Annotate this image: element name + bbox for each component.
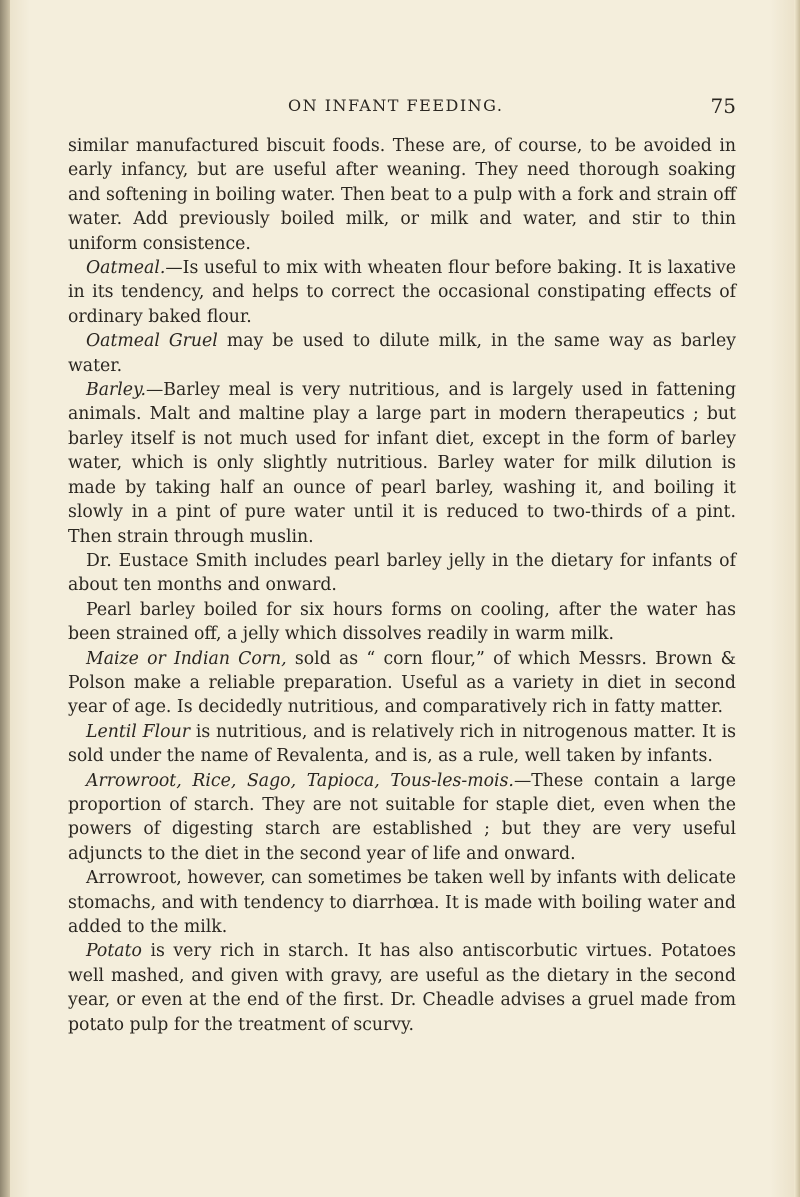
paragraph-oatmeal-gruel: [68, 329, 736, 378]
paragraph-term: Oatmeal Gruel: [86, 331, 218, 352]
paragraph-term: Potato: [86, 941, 142, 962]
paragraph-text: Arrowroot, however, can sometimes be taken well by infants with delicate stomachs, and with tendency to diarrhœa. It is made with boiling water and added to the milk.: [68, 868, 736, 937]
paragraph-text: —These contain a large proportion of starch. They are not suitable for staple diet, even when the powers of digesting starch are established ; but they are very useful adjuncts to the diet in the second year of life and onward.: [68, 770, 736, 864]
page-header: [68, 96, 736, 120]
paragraph-oatmeal: [68, 256, 736, 329]
paragraph-term: Oatmeal.: [86, 258, 166, 279]
paragraph-text: Pearl barley boiled for six hours forms on cooling, after the water has been strained off, a jelly which dissolves readily in warm milk.: [68, 599, 736, 645]
paragraph-term: Lentil Flour: [86, 721, 190, 742]
paragraph-text: —Is useful to mix with wheaten flour before baking. It is laxative in its tendency, and helps to correct the occasional constipating effects of ordinary baked flour.: [68, 258, 736, 327]
page-edge: [794, 0, 800, 1197]
paragraph-maize: [68, 647, 736, 720]
binding-edge: [0, 0, 10, 1197]
paragraph-text: is nutritious, and is relatively rich in nitrogenous matter. It is sold under the name of Revalenta, and is, as a rule, well taken by infants.: [68, 721, 737, 767]
paragraph-text: similar manufactured biscuit foods. These are, of course, to be avoided in early infancy, but are useful after weaning. They need thorough soaking and softening in boiling water. Then beat to a pulp with a fork and strain off water. Add previously boiled milk, or milk and water, and stir to thin uniform consistence.: [68, 136, 736, 254]
paragraph-barley: [68, 378, 736, 549]
paragraph-text: is very rich in starch. It has also antiscorbutic virtues. Potatoes well mashed, and given with gravy, are useful as the dietary in the second year, or even at the end of the first. Dr. Cheadle advises a gruel made from potato pulp for the treatment of scurvy.: [68, 941, 736, 1035]
paragraph-term: Barley.: [86, 380, 146, 401]
page-number: 75: [710, 94, 736, 118]
paragraph-lentil-flour: [68, 720, 736, 769]
paragraph-text: sold as “ corn flour,” of which Messrs. Brown & Polson make a reliable preparation. Useful as a variety in diet in second year of age. Is decidedly nutritious, and comparatively rich in fatty matter.: [68, 648, 737, 718]
paragraph-text: may be used to dilute milk, in the same way as barley water.: [68, 331, 736, 376]
paragraph-starches: [68, 769, 736, 867]
paragraph-biscuit-foods: [68, 134, 736, 256]
paragraph-term: Maize or Indian Corn,: [86, 648, 287, 669]
paragraph-potato: [68, 939, 736, 1037]
running-head: ON INFANT FEEDING.: [288, 96, 504, 115]
paragraph-eustace-smith: [68, 549, 736, 598]
paragraph-text: Dr. Eustace Smith includes pearl barley jelly in the dietary for infants of about ten months and onward.: [68, 550, 736, 596]
paragraph-term: Arrowroot, Rice, Sago, Tapioca, Tous-les-mois.: [86, 770, 514, 791]
body-text: [68, 134, 736, 1037]
paragraph-text: —Barley meal is very nutritious, and is largely used in fattening animals. Malt and maltine play a large part in modern therapeutics ; but barley itself is not much used for infant diet, except in the form of barley water, which is only slightly nutritious. Barley water for milk dilution is made by taking half an ounce of pearl barley, washing it, and boiling it slowly in a pint of pure water until it is reduced to two-thirds of a pint. Then strain through muslin.: [68, 380, 736, 547]
paragraph-pearl-barley: [68, 598, 736, 647]
paragraph-arrowroot: [68, 866, 736, 939]
